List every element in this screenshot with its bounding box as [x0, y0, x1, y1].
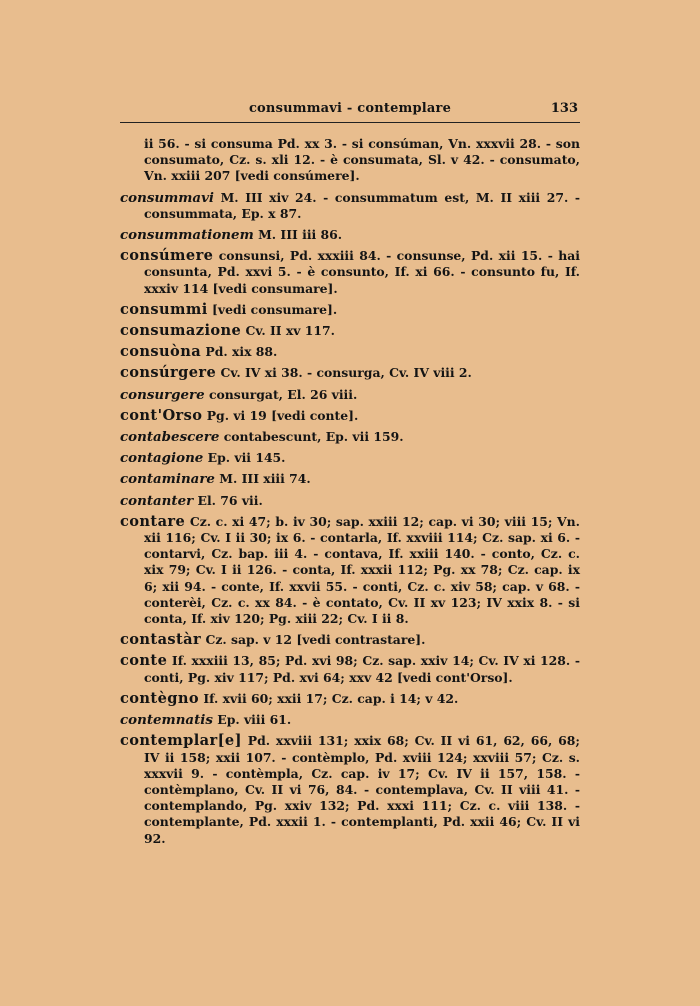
- running-head: consummavi - contemplare: [248, 101, 452, 116]
- headword: consuòna: [120, 343, 202, 361]
- entry: [120, 632, 580, 648]
- headword: consummi: [120, 300, 208, 318]
- entry: [120, 471, 580, 487]
- headword: consumazione: [120, 322, 242, 340]
- entry: [120, 227, 580, 243]
- entry-text: consunsi, Pd. xxxiii 84. - consunse, Pd. xii 15. - hai consunta, Pd. xxvi 5. - è consunto, If. xi 66. - consunto fu, If. xxxiv 114 [vedi consumare].: [144, 248, 580, 296]
- entry: [120, 429, 580, 445]
- page-header: [120, 100, 580, 123]
- entry-text: Pd. xxviii 131; xxix 68; Cv. II vi 61, 62, 66, 68; IV ii 158; xxii 107. - contèmplo, Pd. xviii 124; xxviii 57; Cz. s. xxxvii 9. - contèmpla, Cz. cap. iv 17; Cv. IV ii 157, 158. - contèmplano, Cv. II vi 76, 84. - contemplava, Cv. II viii 41. - contemplando, Pg. xxiv 132; Pd. xxxi 111; Cz. c. viii 138. - contemplante, Pd. xxxii 1. - contemplanti, Pd. xxii 46; Cv. II vi 92.: [144, 733, 580, 846]
- headword: consurgere: [120, 386, 205, 403]
- headword: consúrgere: [120, 364, 217, 382]
- entry-text: [vedi consumare].: [212, 301, 338, 317]
- entry-text: Pg. vi 19 [vedi conte].: [206, 407, 359, 423]
- entry-text: M. III xiii 74.: [219, 471, 311, 487]
- entry: [120, 248, 580, 297]
- headword: conte: [120, 652, 168, 670]
- entry: [120, 514, 580, 627]
- entry: [120, 302, 580, 318]
- headword: consummavi: [120, 189, 214, 206]
- headword: contaminare: [120, 471, 215, 488]
- entry: [120, 712, 580, 728]
- headword: contemnatis: [120, 712, 213, 729]
- entry: [120, 408, 580, 424]
- entry-text: contabescunt, Ep. vii 159.: [223, 429, 404, 445]
- entry-text: Ep. vii 145.: [207, 450, 286, 466]
- entry-text: Cv. IV xi 38. - consurga, Cv. IV viii 2.: [220, 365, 472, 381]
- headword: contègno: [120, 689, 200, 707]
- entry-text: consurgat, El. 26 viii.: [208, 386, 358, 402]
- headword: contanter: [120, 492, 194, 509]
- entry: [120, 190, 580, 222]
- entry-text: ii 56. - si consuma Pd. xx 3. - si consúman, Vn. xxxvii 28. - son consumato, Cz. s. xli 12. - è consumata, Sl. v 42. - consumato, Vn. xxiii 207 [vedi consúmere].: [144, 136, 580, 184]
- entry-text: Cv. II xv 117.: [245, 323, 335, 339]
- entry: [120, 493, 580, 509]
- entry: [120, 450, 580, 466]
- headword: consummationem: [120, 227, 254, 244]
- entry: [120, 323, 580, 339]
- entry-text: Pd. xix 88.: [205, 344, 278, 360]
- headword: contastàr: [120, 631, 202, 649]
- entry-text: Ep. viii 61.: [217, 712, 292, 728]
- entry: [120, 387, 580, 403]
- headword: contagione: [120, 450, 204, 467]
- headword: contemplar[e]: [120, 732, 242, 750]
- headword: contabescere: [120, 429, 220, 446]
- entry-continuation: [120, 136, 580, 185]
- entry-text: Cz. sap. v 12 [vedi contrastare].: [205, 632, 426, 648]
- entry: [120, 344, 580, 360]
- headword: consúmere: [120, 247, 214, 265]
- entry: [120, 691, 580, 707]
- entry-text: M. III iii 86.: [258, 227, 343, 243]
- entry-text: El. 76 vii.: [197, 492, 263, 508]
- entry-list: [120, 136, 580, 852]
- entry: [120, 733, 580, 846]
- entry: [120, 653, 580, 685]
- page-number: 133: [550, 101, 578, 116]
- headword: cont'Orso: [120, 406, 203, 424]
- entry-text: If. xvii 60; xxii 17; Cz. cap. i 14; v 42.: [203, 690, 459, 706]
- entry-text: M. III xiv 24. - consummatum est, M. II xiii 27. - consummata, Ep. x 87.: [144, 189, 580, 221]
- headword: contare: [120, 512, 186, 530]
- entry-text: Cz. c. xi 47; b. iv 30; sap. xxiii 12; cap. vi 30; viii 15; Vn. xii 116; Cv. I ii 30; ix 6. - contarla, If. xxviii 114; Cz. sap. xi 6. - contarvi, Cz. bap. iii 4. - contava, If. xxiii 140. - conto, Cz. c. xix 79; Cv. I ii 126. - conta, If. xxxii 112; Pg. xx 78; Cz. cap. ix 6; xii 94. - conte, If. xxvii 55. - conti, Cz. c. xiv 58; cap. v 68. - conterèi, Cz. c. xx 84. - è contato, Cv. II xv 123; IV xxix 8. - si conta, If. xiv 120; Pg. xiii 22; Cv. I ii 8.: [144, 513, 580, 627]
- entry-text: If. xxxiii 13, 85; Pd. xvi 98; Cz. sap. xxiv 14; Cv. IV xi 128. - conti, Pg. xiv 117; Pd. xvi 64; xxv 42 [vedi cont'Orso].: [144, 653, 580, 685]
- entry: [120, 365, 580, 381]
